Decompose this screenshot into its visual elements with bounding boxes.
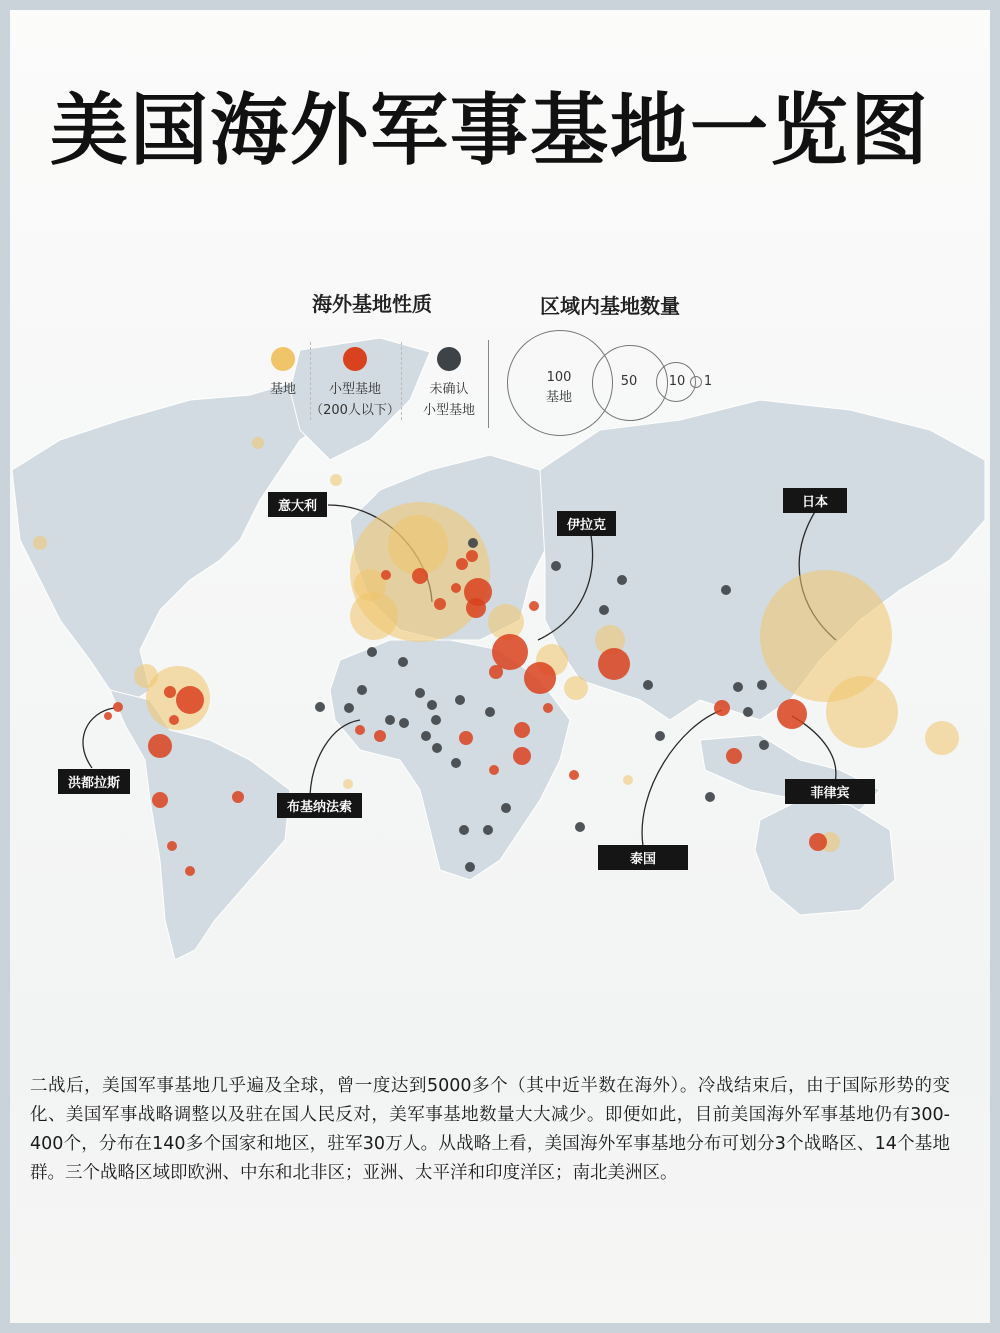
unconfirmed-base-marker [465, 862, 475, 872]
small-base-marker [185, 866, 195, 876]
landmass-australia [755, 800, 895, 915]
unconfirmed-base-marker [421, 731, 431, 741]
size-ring-100-unit: 基地 [545, 390, 572, 405]
unconfirmed-base-marker [459, 825, 469, 835]
unconfirmed-base-marker [551, 561, 561, 571]
callout-thailand: 泰国 [598, 845, 688, 870]
legend-small-base-label-line1: 小型基地 [328, 382, 381, 397]
base-marker [925, 721, 959, 755]
unconfirmed-base-marker [733, 682, 743, 692]
small-base-marker [726, 748, 742, 764]
unconfirmed-base-marker [315, 702, 325, 712]
unconfirmed-base-marker [431, 715, 441, 725]
legend-unconfirmed-dot [437, 347, 461, 371]
size-ring-100-value: 100 [546, 370, 572, 385]
legend-divider [310, 342, 311, 420]
small-base-marker [167, 841, 177, 851]
small-base-marker [529, 601, 539, 611]
unconfirmed-base-marker [617, 575, 627, 585]
legend-count-heading: 区域内基地数量 [540, 294, 680, 318]
size-ring-1-label: 1 [703, 374, 713, 389]
small-base-marker [381, 570, 391, 580]
small-base-marker [489, 765, 499, 775]
small-base-marker [169, 715, 179, 725]
legend-unconfirmed-label [409, 379, 489, 421]
small-base-marker [152, 792, 168, 808]
unconfirmed-base-marker [398, 657, 408, 667]
callout-iraq: 伊拉克 [557, 511, 616, 536]
small-base-marker [456, 558, 468, 570]
unconfirmed-base-marker [399, 718, 409, 728]
description-paragraph: 二战后，美国军事基地几乎遍及全球，曾一度达到5000多个（其中近半数在海外）。冷战结束后，由于国际形势的变化、美国军事战略调整以及驻在国人民反对，美军事基地数量大大减少。即便如此，目前美国海外军事基地仍有300-400个，分布在140多个国家和地区，驻军30万人。从战略上看，美国海外军事基地分布可划分3个战略区、14个基地群。三个战略区域即欧洲、中东和北非区；亚洲、太平洋和印度洋区；南北美洲区。 [30, 1076, 950, 1183]
unconfirmed-base-marker [721, 585, 731, 595]
callout-japan: 日本 [783, 488, 847, 513]
base-marker [343, 779, 353, 789]
small-base-marker [514, 722, 530, 738]
unconfirmed-base-marker [757, 680, 767, 690]
small-base-marker [714, 700, 730, 716]
small-base-marker [513, 747, 531, 765]
small-base-marker [466, 550, 478, 562]
unconfirmed-base-marker [455, 695, 465, 705]
legend-base-label-line1: 基地 [269, 382, 296, 397]
base-marker [330, 474, 342, 486]
unconfirmed-base-marker [743, 707, 753, 717]
unconfirmed-base-marker [501, 803, 511, 813]
legend-small-base-label-line2: （200人以下） [310, 403, 400, 418]
unconfirmed-base-marker [357, 685, 367, 695]
callout-italy: 意大利 [268, 492, 327, 517]
unconfirmed-base-marker [344, 703, 354, 713]
unconfirmed-base-marker [575, 822, 585, 832]
legend-base-label [253, 379, 313, 400]
landmass-latin-america [110, 690, 290, 960]
small-base-marker [164, 686, 176, 698]
unconfirmed-base-marker [432, 743, 442, 753]
small-base-marker [148, 734, 172, 758]
small-base-marker [489, 665, 503, 679]
legend-unconfirmed-label-line1: 未确认 [429, 382, 469, 397]
legend-small-base-label [305, 379, 405, 421]
landmass-north-america [12, 380, 340, 700]
small-base-marker [451, 583, 461, 593]
small-base-marker [104, 712, 112, 720]
unconfirmed-base-marker [468, 538, 478, 548]
page-title: 美国海外军事基地一览图 [49, 86, 930, 176]
size-ring-100-label [529, 368, 589, 408]
small-base-marker [412, 568, 428, 584]
small-base-marker [809, 833, 827, 851]
small-base-marker [355, 725, 365, 735]
small-base-marker [466, 598, 486, 618]
size-ring-10-label: 10 [668, 374, 686, 389]
unconfirmed-base-marker [485, 707, 495, 717]
base-marker [623, 775, 633, 785]
small-base-marker [232, 791, 244, 803]
small-base-marker [459, 731, 473, 745]
unconfirmed-base-marker [415, 688, 425, 698]
callout-honduras: 洪都拉斯 [58, 769, 130, 794]
small-base-marker [434, 598, 446, 610]
legend-base-dot [271, 347, 295, 371]
unconfirmed-base-marker [599, 605, 609, 615]
base-marker [33, 536, 47, 550]
unconfirmed-base-marker [759, 740, 769, 750]
small-base-marker [569, 770, 579, 780]
small-base-marker [113, 702, 123, 712]
unconfirmed-base-marker [367, 647, 377, 657]
small-base-marker [374, 730, 386, 742]
base-marker [388, 515, 448, 575]
legend-divider-solid [488, 340, 489, 428]
unconfirmed-base-marker [655, 731, 665, 741]
base-marker [826, 676, 898, 748]
legend-nature-heading: 海外基地性质 [312, 292, 432, 316]
callout-philippines: 菲律宾 [785, 779, 875, 804]
small-base-marker [492, 634, 528, 670]
unconfirmed-base-marker [385, 715, 395, 725]
small-base-marker [543, 703, 553, 713]
base-marker [252, 437, 264, 449]
unconfirmed-base-marker [451, 758, 461, 768]
small-base-marker [524, 662, 556, 694]
legend-unconfirmed-label-line2: 小型基地 [422, 403, 475, 418]
legend-small-base-dot [343, 347, 367, 371]
base-marker [564, 676, 588, 700]
unconfirmed-base-marker [705, 792, 715, 802]
legend-divider [401, 342, 402, 420]
small-base-marker [777, 699, 807, 729]
unconfirmed-base-marker [427, 700, 437, 710]
small-base-marker [598, 648, 630, 680]
unconfirmed-base-marker [483, 825, 493, 835]
callout-burkina-faso: 布基纳法索 [277, 793, 362, 818]
size-ring-50-label: 50 [620, 374, 638, 389]
unconfirmed-base-marker [643, 680, 653, 690]
small-base-marker [176, 686, 204, 714]
leader-line-thailand [642, 710, 722, 846]
base-marker [134, 664, 158, 688]
